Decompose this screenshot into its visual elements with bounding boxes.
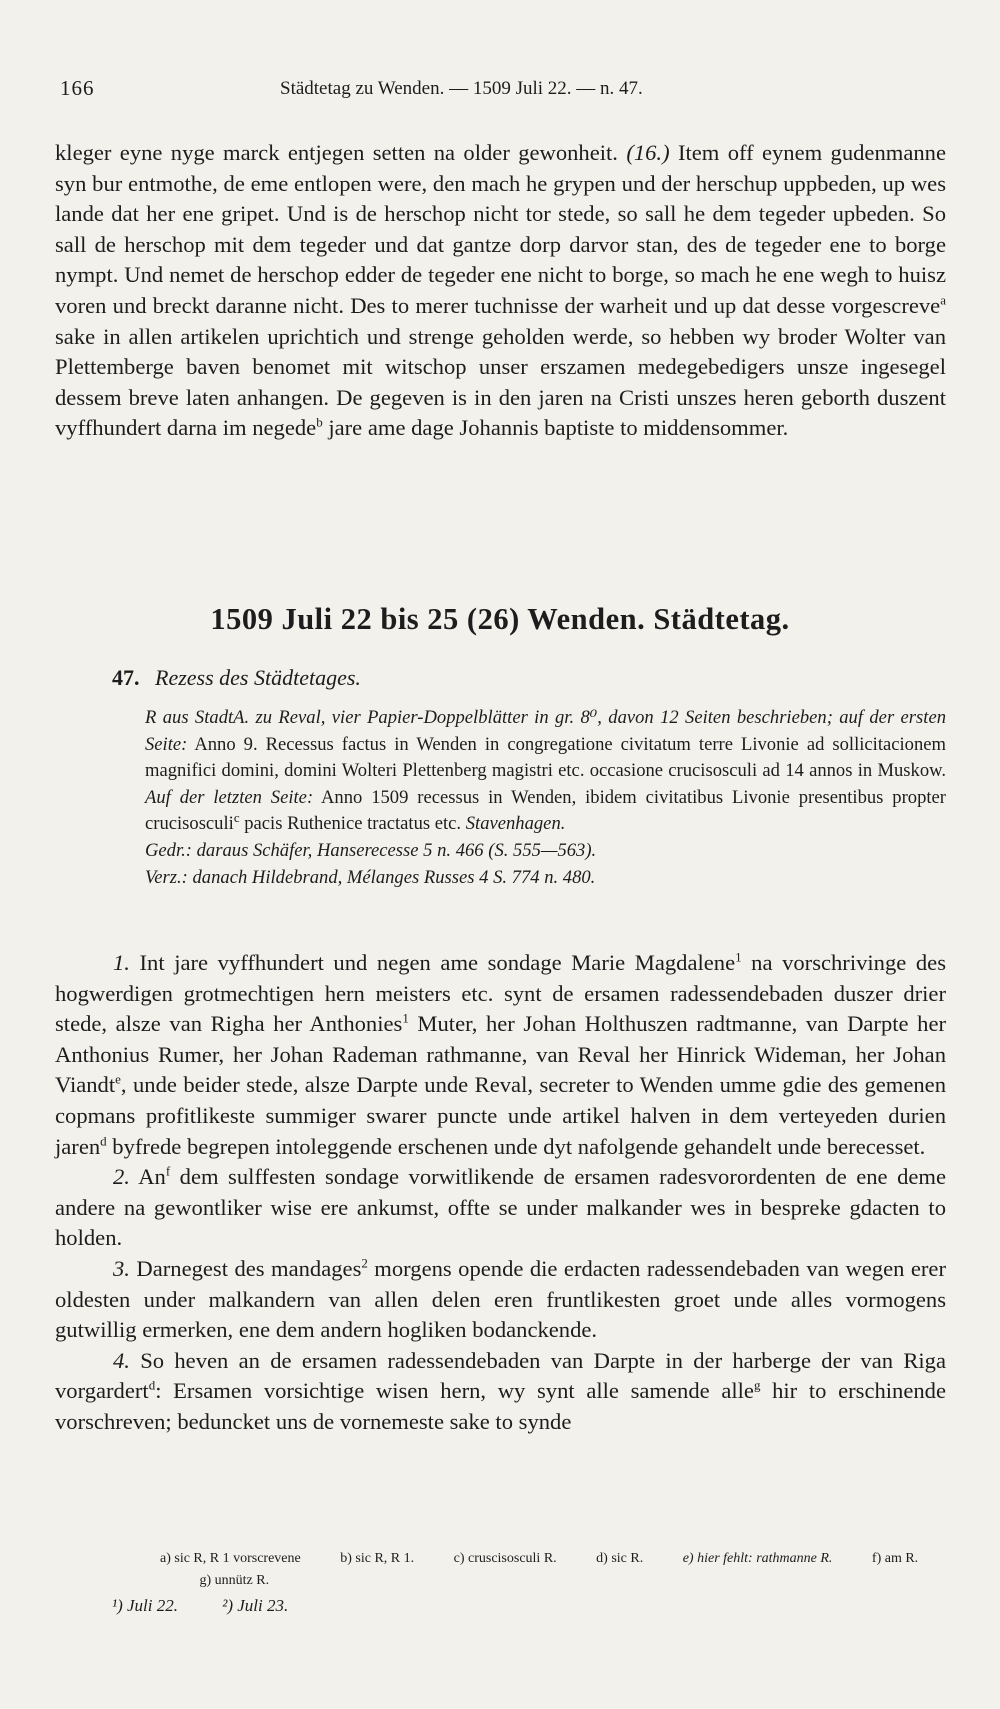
printed-reference: Gedr.: daraus Schäfer, Hanserecesse 5 n. 466 (S. 555—563). [145, 839, 597, 861]
article-number: 4. [113, 1347, 130, 1373]
article-text: Darnegest des mandages [129, 1255, 362, 1281]
source-text-2: Anno 9. Recessus factus in Wenden in congregatione civitatum terre Livonie ad sollicitacionem magnifici domini, domini Wolteri Plettenberg magistri etc. occasione crucisosculi ad 14 annos in Muskow. [145, 733, 946, 782]
article-2 [55, 1162, 946, 1254]
article-text: Int jare vyffhundert und negen ame sondage Marie Magdalene [129, 950, 736, 975]
article-number: 1. [113, 950, 130, 975]
source-text-6: Stavenhagen. [465, 813, 566, 835]
numbered-footnotes [112, 1596, 288, 1616]
article-text: An [129, 1164, 166, 1190]
running-head [60, 76, 940, 106]
footnote-b: b) sic R, R 1. [340, 1551, 415, 1566]
footnote-mark: f [165, 1163, 171, 1179]
footnote-mark: g [753, 1377, 761, 1393]
source-text-1: R aus StadtA. zu Reval, vier Papier-Doppelblätter in gr. 8⁰, davon 12 Seiten beschrieben; auf der ersten Seite: [145, 707, 946, 755]
document-title: Rezess des Städtetages. [155, 665, 361, 690]
footnote-mark: 2 [361, 1255, 368, 1271]
article-text: morgens opende die erdacten radessendebaden van wegen erer oldesten under malkandern van allen delen eren fruntlikesten groet unde alles vormogens gutwillig ermerken, ene dem andern hogliken bodanckende. [55, 1255, 946, 1343]
article-1 [55, 948, 946, 1162]
article-text: byfrede begrepen intoleggende erschenen unde dyt nafolgende gehandelt unde berecesset. [106, 1133, 926, 1159]
intro-text-2: Item off eynem gudenmanne syn bur entmothe, de eme entlopen were, den mach he grypen und der herschup uppbeden, up wes lande dat her ene gripet. Und is de herschop nicht tor stede, so sall he dem tegeder upbeden. So sall de herschop mit dem tegeder und dat gantze dorp darvor stan, des de tegeder ene to borge nympt. Und nemet de herschop edder de tegeder ene nicht to borge, so mach he ene wegh to huisz voren und breckt daranne nicht. Des to merer tuchnisse der warheit und up dat desse vorgescreve [55, 140, 946, 318]
source-text-3: Auf der letzten Seite: [145, 786, 314, 808]
page-number: 166 [60, 76, 95, 100]
document-number: 47. [112, 665, 140, 690]
footnote-mark: 1 [735, 949, 742, 965]
article-text: , unde beider stede, alsze Darpte unde Reval, secreter to Wenden umme gdie des gemenen copmans profitlikeste summiger swarer puncte unde artikel halven in dem verteyeden durien jaren [55, 1072, 946, 1159]
intro-paragraph [55, 138, 946, 444]
intro-text-4: jare ame dage Johannis baptiste to middensommer. [322, 415, 789, 441]
footnote-c: c) cruscisosculi R. [453, 1551, 557, 1566]
articles [55, 948, 946, 1438]
article-text: Muter, her Johan Holthuszen radtmanne, van Darpte her Anthonius Rumer, her Johan Rademan rathmanne, van Reval her Hinrick Wideman, her Johan Viandt [55, 1011, 946, 1098]
section-heading: 1509 Juli 22 bis 25 (26) Wenden. Städtetag. [210, 602, 790, 636]
footnote-2: ²) Juli 23. [222, 1596, 289, 1615]
article-text: : Ersamen vorsichtige wisen hern, wy synt alle samende alle [155, 1378, 754, 1404]
article-text: So heven an de ersamen radessendebaden van Darpte in der harberge der van Riga vorgardert [55, 1347, 946, 1404]
footnote-mark-c: c [233, 810, 240, 826]
article-number: 2. [113, 1164, 130, 1190]
article-text: na vorschrivinge des hogwerdigen grotmechtigen hern meisters etc. synt de ersamen radessendebaden duszer drier stede, alsze van Righa her Anthonies [55, 950, 946, 1037]
footnote-mark-a: a [940, 292, 946, 308]
footnote-mark: 1 [402, 1010, 409, 1026]
running-title: Städtetag zu Wenden. — 1509 Juli 22. — n. 47. [280, 78, 643, 99]
source-description [145, 705, 946, 891]
footnote-mark: d [148, 1377, 156, 1393]
intro-article-number: (16.) [626, 140, 670, 165]
intro-text-3: sake in allen artikelen uprichtich und strenge geholden werde, so hebben wy broder Wolter van Plettemberge baven benomet mit witschop unser erszamen medegebedigers unsze ingesegel dessem breve laten anhangen. De gegeven is in den jaren na Cristi unszes heren geborth duszent vyffhundert darna im negede [55, 323, 946, 441]
article-text: dem sulffesten sondage vorwitlikende de ersamen radesvorordenten de ene deme andere na gewontliker wise ere ankumst, offte se under malkander wes in bespreke gdacten to holden. [55, 1164, 947, 1251]
article-3 [55, 1254, 946, 1346]
footnote-d: d) sic R. [596, 1551, 644, 1566]
footnote-mark: d [100, 1133, 107, 1149]
source-text-4: Anno 1509 recessus in Wenden, ibidem civitatibus Livonie presentibus propter crucisosculi [145, 786, 947, 835]
footnote-e: e) hier fehlt: rathmanne R. [682, 1551, 833, 1566]
source-text-5: pacis Ruthenice tractatus etc. [239, 813, 466, 835]
critical-footnotes [160, 1548, 930, 1592]
footnote-g: g) unnütz R. [199, 1573, 270, 1588]
footnote-mark: e [115, 1071, 121, 1087]
intro-text-1: kleger eyne nyge marck entjegen setten na older gewonheit. [55, 140, 618, 165]
footnote-f: f) am R. [871, 1551, 919, 1566]
article-4 [55, 1346, 946, 1438]
footnote-a: a) sic R, R 1 vorscrevene [160, 1551, 301, 1566]
article-text: hir to erschinende vorschreven; beduncket uns de vornemeste sake to synde [55, 1378, 946, 1434]
footnote-mark-b: b [316, 414, 323, 430]
index-reference: Verz.: danach Hildebrand, Mélanges Russes 4 S. 774 n. 480. [145, 866, 596, 888]
footnote-1: ¹) Juli 22. [112, 1596, 178, 1615]
article-number: 3. [113, 1255, 130, 1281]
document-heading [112, 665, 361, 691]
